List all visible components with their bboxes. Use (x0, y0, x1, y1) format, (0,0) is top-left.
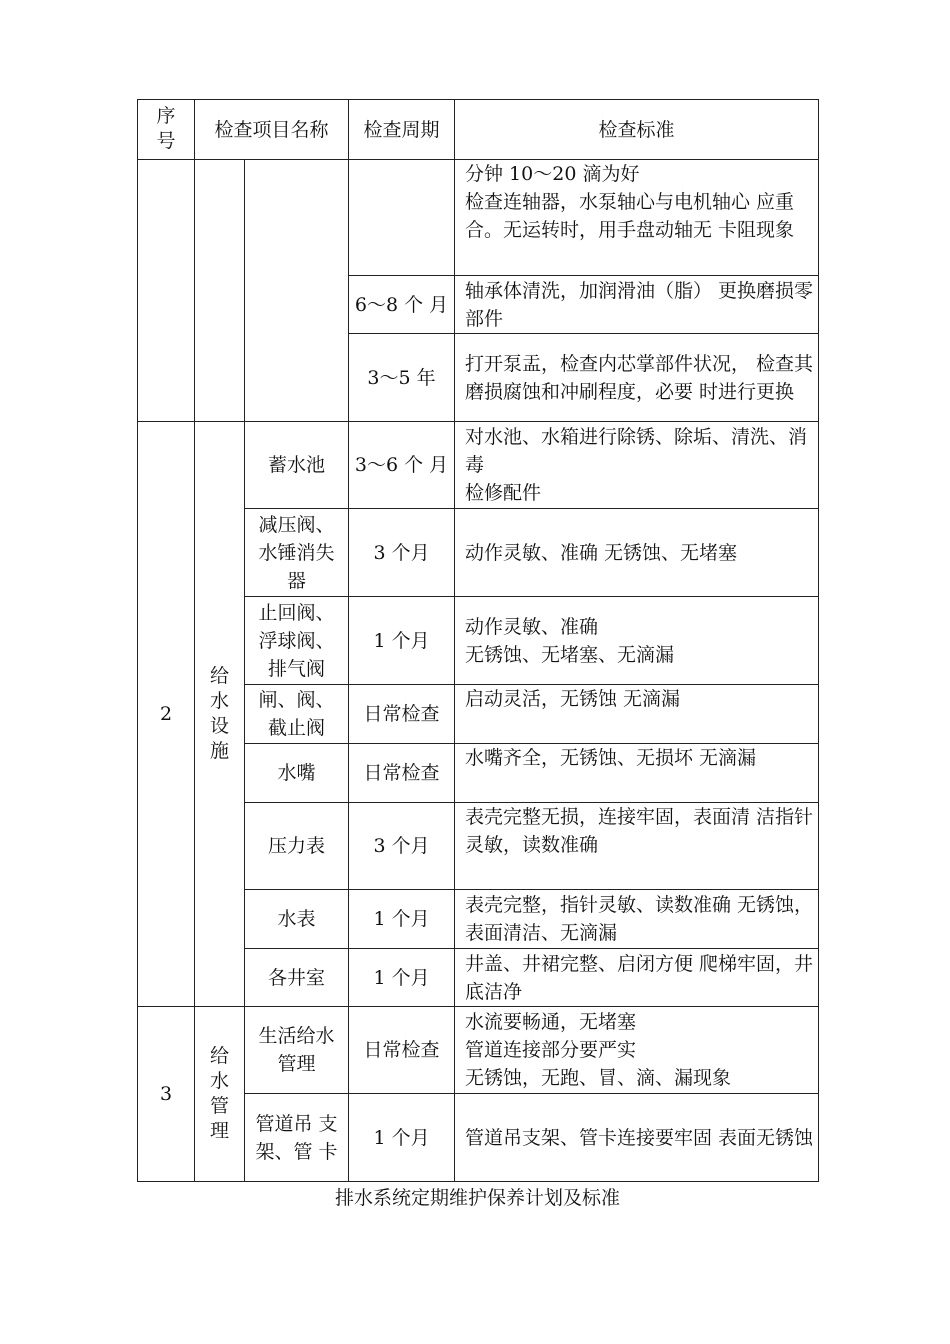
standard-line: 无锈蚀，无跑、冒、滴、漏现象 (465, 1067, 732, 1089)
s2-r4-name: 水嘴 (245, 744, 349, 803)
standard-line: 水嘴齐全，无锈蚀、无损坏 无滴漏 (465, 747, 757, 769)
standard-line: 井盖、井裙完整、启闭方便 爬梯牢固，井底洁净 (465, 952, 814, 1003)
standard-line: 启动灵活，无锈蚀 无滴漏 (465, 688, 681, 710)
s2-r6-standard (455, 890, 819, 949)
table-row (138, 160, 819, 276)
standard-line: 检修配件 (465, 482, 542, 504)
s3-category: 给水管理 (195, 1007, 245, 1182)
s2-r0-standard (455, 422, 819, 509)
s1-r2-standard (455, 334, 819, 422)
header-standard: 检查标准 (455, 100, 819, 160)
standard-line: 无锈蚀、无堵塞、无滴漏 (465, 643, 675, 666)
s2-r5-name: 压力表 (245, 803, 349, 890)
standard-line: 对水池、水箱进行除锈、除垢、清洗、消毒 (465, 426, 808, 476)
header-item: 检查项目名称 (195, 100, 349, 160)
standard-line: 动作灵敏、准确 (465, 615, 599, 638)
s2-r6-cycle: 1 个月 (349, 890, 455, 949)
table-row (138, 422, 819, 509)
s3-r1-cycle: 1 个月 (349, 1094, 455, 1182)
s1-no-cell (138, 160, 195, 422)
s2-r4-cycle: 日常检查 (349, 744, 455, 803)
header-no: 序号 (138, 100, 195, 160)
standard-line: 表壳完整无损，连接牢固，表面清 洁指针灵敏，读数准确 (465, 806, 814, 856)
table-row (138, 1007, 819, 1094)
s3-r1-name: 管道吊 支架、管 卡 (245, 1094, 349, 1182)
s2-r5-cycle: 3 个月 (349, 803, 455, 890)
s2-r4-standard (455, 744, 819, 803)
header-cycle: 检查周期 (349, 100, 455, 160)
s2-r2-cycle: 1 个月 (349, 597, 455, 685)
standard-line: 分钟 10〜20 滴为好 (465, 163, 640, 185)
s2-r2-standard (455, 597, 819, 685)
s3-no: 3 (138, 1007, 195, 1182)
standard-line: 管道连接部分要严实 (465, 1039, 637, 1061)
table-header-row (138, 100, 819, 160)
s1-name-cell (245, 160, 349, 422)
s1-r1-standard (455, 276, 819, 334)
s2-r7-standard (455, 949, 819, 1007)
s2-r0-cycle: 3〜6 个 月 (349, 422, 455, 509)
standard-line: 检查连轴器，水泵轴心与电机轴心 应重合。无运转时，用手盘动轴无 卡阻现象 (465, 191, 795, 241)
standard-line: 水流要畅通，无堵塞 (465, 1011, 637, 1033)
s2-r1-name: 减压阀、水锤消失器 (245, 509, 349, 597)
maintenance-table (137, 99, 819, 1182)
document-caption: 排水系统定期维护保养计划及标准 (334, 1187, 620, 1209)
s2-r3-standard (455, 685, 819, 744)
s2-r1-cycle: 3 个月 (349, 509, 455, 597)
s1-r1-cycle: 6〜8 个 月 (349, 276, 455, 334)
s2-r6-name: 水表 (245, 890, 349, 949)
s2-r3-cycle: 日常检查 (349, 685, 455, 744)
s2-r2-name: 止回阀、浮球阀、排气阀 (245, 597, 349, 685)
s2-category: 给水设施 (195, 422, 245, 1007)
s2-r0-name: 蓄水池 (245, 422, 349, 509)
s2-r7-cycle: 1 个月 (349, 949, 455, 1007)
s2-r5-standard (455, 803, 819, 890)
s1-r0-cycle (349, 160, 455, 276)
s3-r0-standard (455, 1007, 819, 1094)
s2-r3-name: 闸、阀、截止阀 (245, 685, 349, 744)
standard-line: 表壳完整，指针灵敏、读数准确 无锈蚀，表面清洁、无滴漏 (465, 894, 814, 944)
s1-r2-cycle: 3〜5 年 (349, 334, 455, 422)
standard-line: 打开泵盂，检查内芯掌部件状况， 检查其磨损腐蚀和冲刷程度，必要 时进行更换 (465, 352, 814, 403)
s2-r1-standard (455, 509, 819, 597)
s1-category-cell (195, 160, 245, 422)
standard-line: 轴承体清洗，加润滑油（脂） 更换磨损零部件 (465, 279, 814, 330)
s3-r0-name: 生活给水管理 (245, 1007, 349, 1094)
s2-no: 2 (138, 422, 195, 1007)
s1-r0-standard (455, 160, 819, 276)
standard-line: 管道吊支架、管卡连接要牢固 表面无锈蚀 (465, 1126, 814, 1149)
s3-r0-cycle: 日常检查 (349, 1007, 455, 1094)
standard-line: 动作灵敏、准确 无锈蚀、无堵塞 (465, 541, 738, 564)
s3-r1-standard (455, 1094, 819, 1182)
s2-r7-name: 各井室 (245, 949, 349, 1007)
